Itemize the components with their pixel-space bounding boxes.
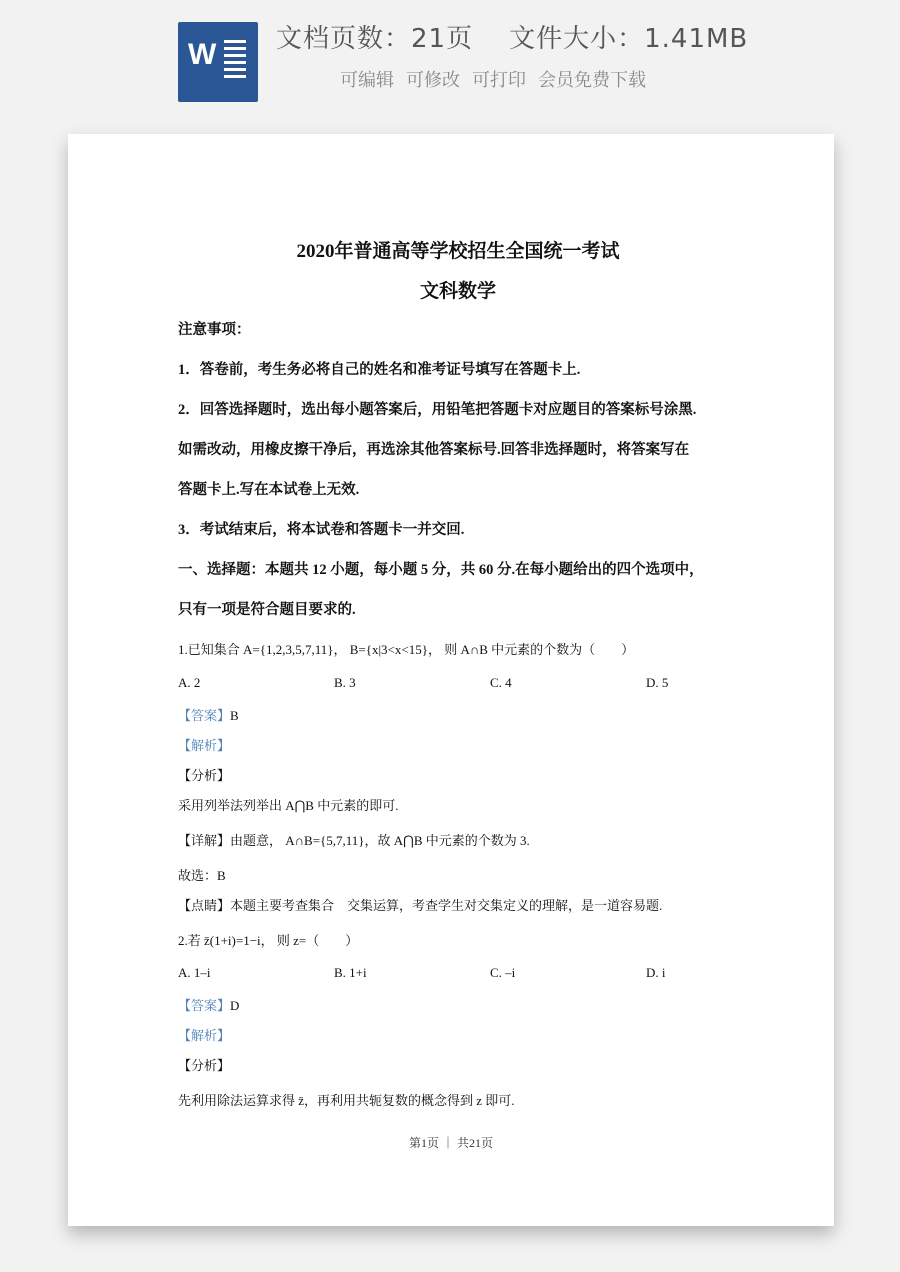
q1-fenxi-tag: 【分析】: [178, 768, 231, 783]
feature-printable: 可打印: [472, 70, 526, 91]
feature-modifiable: 可修改: [406, 70, 460, 91]
notice-item-3: 3．考试结束后，将本试卷和答题卡一并交回.: [178, 522, 465, 538]
q1-choose: 故选：B: [178, 868, 226, 883]
word-doc-icon: W: [178, 22, 258, 102]
q2-option-d: D. i: [646, 965, 666, 980]
notice-item-2-line-3: 答题卡上.写在本试卷上无效.: [178, 482, 360, 498]
q2-fenxi: 先利用除法运算求得 z̄，再利用共轭复数的概念得到 z 即可.: [178, 1093, 515, 1108]
question-1-stem: 1.已知集合 A={1,2,3,5,7,11}， B={x|3<x<15}， 则 A∩B 中元素的个数为（ ）: [178, 642, 635, 657]
notice-heading: 注意事项：: [178, 322, 251, 338]
feature-editable: 可编辑: [340, 70, 394, 91]
q1-option-c: C. 4: [490, 675, 512, 690]
download-banner: [0, 0, 900, 120]
file-size-label: 文件大小：1.41MB: [509, 24, 749, 54]
q2-analysis-tag: 【解析】: [178, 1028, 231, 1043]
q1-detail: 【详解】由题意， A∩B={5,7,11}，故 A⋂B 中元素的个数为 3.: [178, 833, 530, 848]
section-heading-line-2: 只有一项是符合题目要求的.: [178, 602, 356, 618]
file-info: [276, 18, 748, 55]
page-count-label: 文档页数：21页: [276, 24, 474, 54]
q1-option-d: D. 5: [646, 675, 669, 690]
q1-analysis-tag: 【解析】: [178, 738, 231, 753]
q1-answer: B: [230, 708, 239, 723]
q1-comment: 【点睛】本题主要考查集合 交集运算，考查学生对交集定义的理解，是一道容易题.: [178, 898, 663, 913]
q2-option-c: C. –i: [490, 965, 516, 980]
q1-option-a: A. 2: [178, 675, 201, 690]
document-page: [68, 134, 834, 1226]
q2-option-a: A. 1–i: [178, 965, 211, 980]
notice-item-1: 1．答卷前，考生务必将自己的姓名和准考证号填写在答题卡上.: [178, 362, 581, 378]
q2-answer-tag: 【答案】: [178, 998, 231, 1013]
feature-list: [340, 66, 646, 92]
notice-item-2-line-1: 2．回答选择题时，选出每小题答案后，用铅笔把答题卡对应题目的答案标号涂黑.: [178, 402, 697, 418]
q1-answer-row: [178, 705, 239, 724]
page-footer: 第1页 ｜ 共21页: [408, 1136, 493, 1150]
exam-subtitle: 文科数学: [419, 281, 496, 302]
q2-answer: D: [230, 998, 240, 1013]
q1-answer-tag: 【答案】: [178, 708, 231, 723]
feature-member-download: 会员免费下载: [538, 70, 646, 91]
q2-option-b: B. 1+i: [334, 965, 367, 980]
notice-item-2-line-2: 如需改动，用橡皮擦干净后，再选涂其他答案标号.回答非选择题时，将答案写在: [178, 442, 690, 458]
exam-title: 2020年普通高等学校招生全国统一考试: [296, 241, 620, 262]
q2-fenxi-tag: 【分析】: [178, 1058, 231, 1073]
q2-answer-row: [178, 995, 239, 1014]
question-2-stem: 2.若 z̄(1+i)=1−i， 则 z=（ ）: [178, 933, 359, 948]
section-heading-line-1: 一、选择题：本题共 12 小题，每小题 5 分，共 60 分.在每小题给出的四个选项中，: [178, 562, 704, 578]
q1-option-b: B. 3: [334, 675, 356, 690]
q1-fenxi: 采用列举法列举出 A⋂B 中元素的即可.: [178, 798, 399, 813]
